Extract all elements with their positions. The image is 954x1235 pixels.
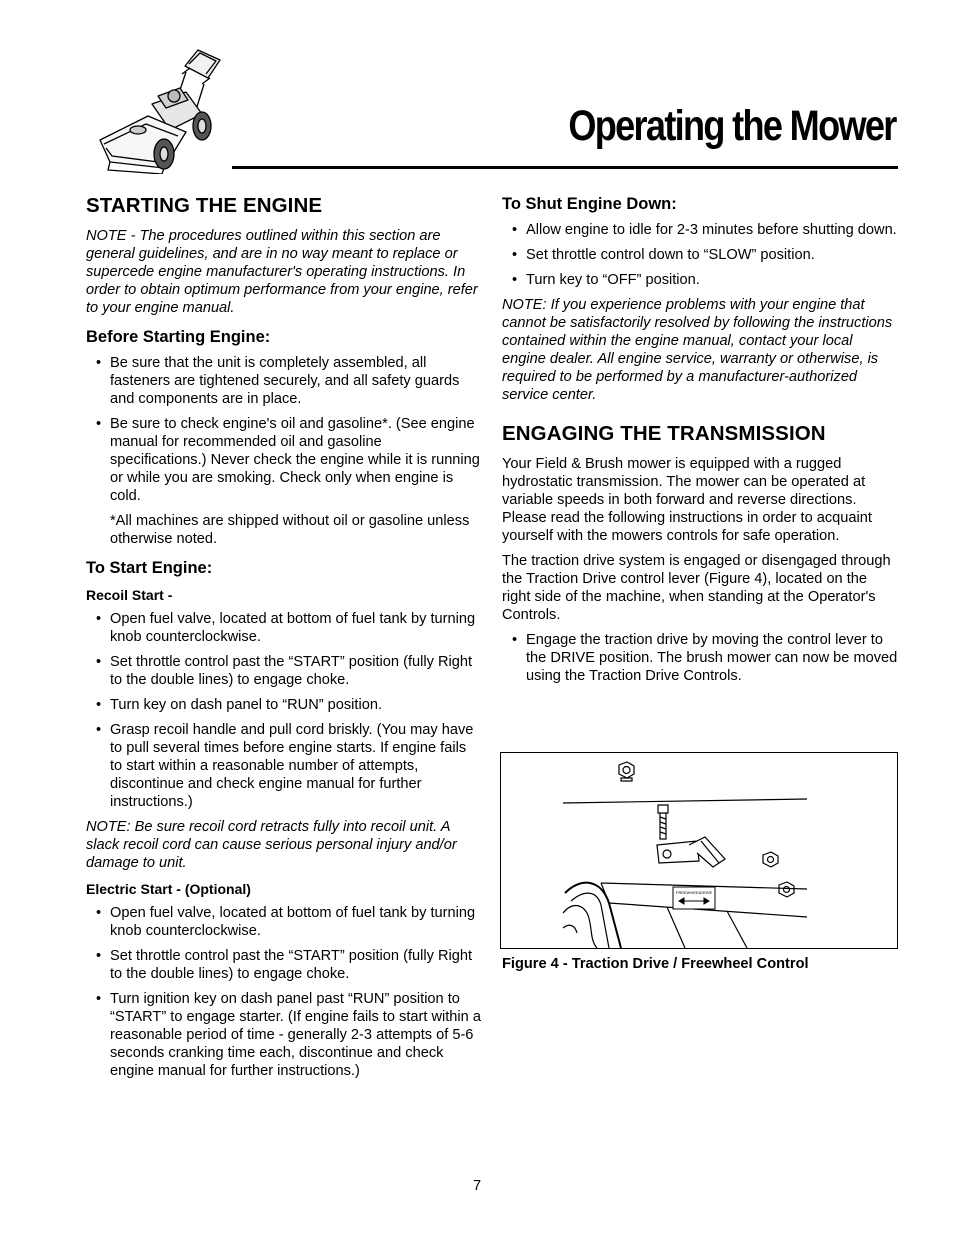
list-item: • Grasp recoil handle and pull cord briskly. (You may have to pull several times before engine starts. If engine fails to start within a reasonable number of attempts, discontinue and check engine manual for further instructions.) (86, 721, 481, 811)
engine-problem-note: NOTE: If you experience problems with your engine that cannot be satisfactorily resolved by following the instructions contained within the engine manual, contact your local engine dealer. All engine service, warranty or otherwise, is required to be performed by a manufacturer-authorized service center. (502, 297, 893, 403)
intro-note: NOTE - The procedures outlined within this section are general guidelines, and are in no way meant to replace or supercede engine manufacturer's operating instructions. In order to obtain optimum performance from your engine, refer to your engine manual. (86, 228, 478, 316)
nut-icon (763, 852, 778, 867)
recoil-note: NOTE: Be sure recoil cord retracts fully into recoil unit. A slack recoil cord can cause serious personal injury and/or damage to unit. (86, 819, 457, 871)
list-item: • Open fuel valve, located at bottom of fuel tank by turning knob counterclockwise. (86, 904, 481, 940)
nut-icon (779, 882, 794, 897)
title-rule (232, 166, 898, 169)
electric-start-list (86, 904, 481, 1080)
shipping-note: *All machines are shipped without oil or gasoline unless otherwise noted. (110, 513, 470, 547)
list-item: • Engage the traction drive by moving the control lever to the DRIVE position. The brush mower can now be moved using the Traction Drive Controls. (502, 631, 899, 685)
right-column (502, 194, 899, 692)
mower-illustration (90, 44, 240, 174)
subheading-recoil-start: Recoil Start - (86, 587, 173, 603)
before-starting-list (86, 354, 481, 505)
transmission-list (502, 631, 899, 685)
list-item: • Set throttle control past the “START” position (fully Right to the double lines) to engage choke. (86, 947, 481, 983)
shut-down-list (502, 221, 899, 289)
page-title: Operating the Mower (568, 102, 896, 150)
list-item: • Be sure to check engine's oil and gasoline*. (See engine manual for recommended oil and gasoline specifications.) Never check the engine while it is running or while you are smoking. Check only when engine is cold. (86, 415, 481, 505)
list-item: • Turn ignition key on dash panel past “RUN” position to “START” to engage starter. (If engine fails to start within a reasonable period of time - generally 2-3 attempts of 5-6 seconds cranking time each, discontinue and check engine manual for further instructions.) (86, 990, 481, 1080)
decal-label-freewheel: FREEWHEEL (676, 890, 701, 895)
transmission-paragraph-1: Your Field & Brush mower is equipped with a rugged hydrostatic transmission. The mower can be operated at variable speeds in both forward and reverse directions. Please read the following instructions in order to acquaint yourself with the mowers controls for safe operation. (502, 456, 872, 544)
transmission-paragraph-2: The traction drive system is engaged or disengaged through the Traction Drive control lever (Figure 4), located on the right side of the machine, when standing at the Operator's Controls. (502, 553, 891, 623)
list-item: • Allow engine to idle for 2-3 minutes before shutting down. (502, 221, 899, 239)
list-item: • Set throttle control past the “START” position (fully Right to the double lines) to engage choke. (86, 653, 481, 689)
left-column (86, 194, 481, 1087)
subheading-electric-start: Electric Start - (Optional) (86, 881, 251, 897)
recoil-start-list (86, 610, 481, 811)
section-heading-starting-engine: STARTING THE ENGINE (86, 194, 323, 217)
page-number: 7 (472, 1178, 482, 1194)
list-item: • Set throttle control down to “SLOW” position. (502, 246, 899, 264)
list-item: • Be sure that the unit is completely assembled, all fasteners are tightened securely, and all safety guards and components are in place. (86, 354, 481, 408)
list-item: • Turn key on dash panel to “RUN” position. (86, 696, 481, 714)
list-item: • Turn key to “OFF” position. (502, 271, 899, 289)
nut-icon (619, 762, 634, 781)
bolt-icon (658, 805, 668, 839)
figure-traction-drive (500, 752, 898, 949)
figure-caption: Figure 4 - Traction Drive / Freewheel Control (502, 956, 809, 972)
list-item: • Open fuel valve, located at bottom of fuel tank by turning knob counterclockwise. (86, 610, 481, 646)
decal-label-drive: DRIVE (700, 890, 713, 895)
subheading-before-starting: Before Starting Engine: (86, 328, 271, 346)
section-heading-engaging-transmission: ENGAGING THE TRANSMISSION (502, 422, 826, 445)
traction-control-drawing (501, 753, 897, 948)
subheading-to-start-engine: To Start Engine: (86, 559, 213, 577)
subheading-shut-engine-down: To Shut Engine Down: (502, 195, 677, 213)
